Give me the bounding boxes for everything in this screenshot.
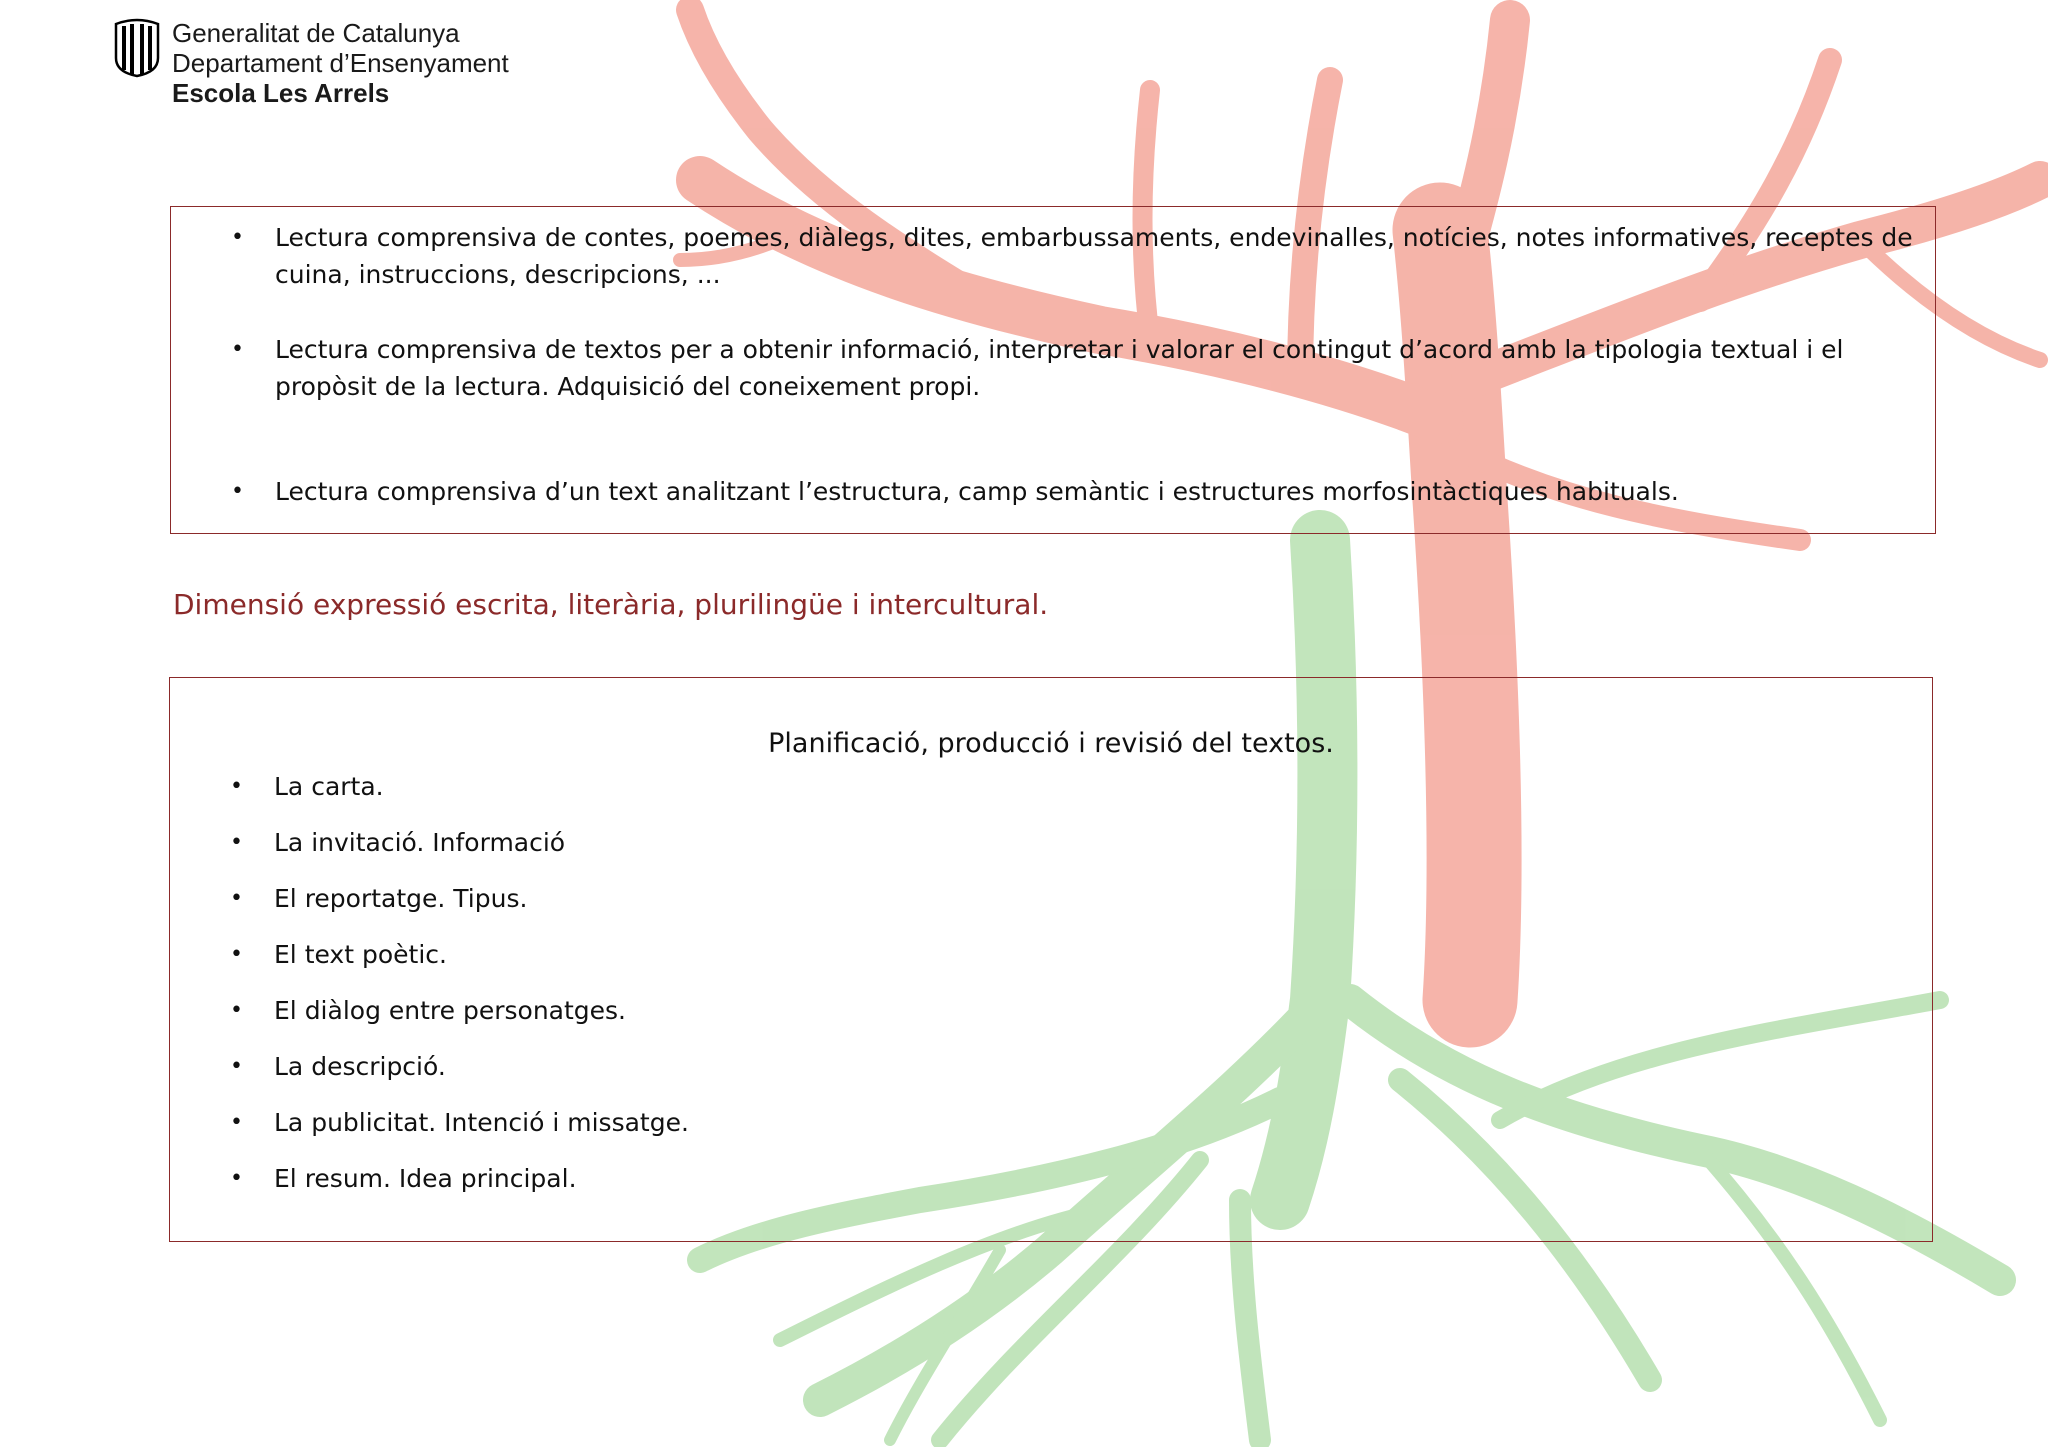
list-item-text: Lectura comprensiva de textos per a obtenir informació, interpretar i valorar el contingut d’acord amb la tipologia textual i el propòsit de la lectura. Adquisició del coneixement propi. <box>275 335 1844 401</box>
bullet-icon: • <box>230 942 243 967</box>
list-item <box>230 824 1914 861</box>
bullet-icon: • <box>230 830 243 855</box>
list-item-text: Lectura comprensiva de contes, poemes, diàlegs, dites, embarbussaments, endevinalles, notícies, notes informatives, receptes de cuina, instruccions, descripcions, ... <box>275 223 1913 289</box>
list-item <box>230 1048 1914 1085</box>
header-line-generalitat: Generalitat de Catalunya <box>172 18 460 48</box>
bullet-icon: • <box>230 1110 243 1135</box>
list-item-text: Lectura comprensiva d’un text analitzant l’estructura, camp semàntic i estructures morfosintàctiques habituals. <box>275 477 1679 506</box>
list-item-text: El text poètic. <box>274 940 447 969</box>
section-title: Dimensió expressió escrita, literària, plurilingüe i intercultural. <box>173 588 1049 621</box>
list-item-text: La carta. <box>274 772 384 801</box>
bullet-icon: • <box>230 1054 243 1079</box>
bullet-icon: • <box>230 998 243 1023</box>
list-item <box>230 936 1914 973</box>
list-item <box>230 768 1914 805</box>
reading-items-box <box>170 206 1936 534</box>
list-item <box>230 1104 1914 1141</box>
list-item <box>230 880 1914 917</box>
list-item-text: La descripció. <box>274 1052 446 1081</box>
box-heading: Planificació, producció i revisió del textos. <box>768 728 1334 759</box>
bullet-icon: • <box>231 479 244 504</box>
header-school-name: Escola Les Arrels <box>172 78 390 108</box>
list-item-text: El diàlog entre personatges. <box>274 996 627 1025</box>
bullet-icon: • <box>230 886 243 911</box>
list-item <box>231 331 1915 405</box>
list-item <box>230 1160 1914 1197</box>
list-item-text: La invitació. Informació <box>274 828 566 857</box>
generalitat-logo-icon <box>112 18 162 78</box>
list-item-text: El reportatge. Tipus. <box>274 884 528 913</box>
list-item <box>231 473 1915 510</box>
list-item <box>230 992 1914 1029</box>
bullet-icon: • <box>230 774 243 799</box>
writing-items-box <box>169 677 1933 1242</box>
bullet-icon: • <box>231 337 244 362</box>
list-item-text: La publicitat. Intenció i missatge. <box>274 1108 689 1137</box>
bullet-icon: • <box>230 1166 243 1191</box>
header-line-departament: Departament d’Ensenyament <box>172 48 509 78</box>
list-item <box>231 219 1915 293</box>
list-item-text: El resum. Idea principal. <box>274 1164 577 1193</box>
bullet-icon: • <box>231 225 244 250</box>
